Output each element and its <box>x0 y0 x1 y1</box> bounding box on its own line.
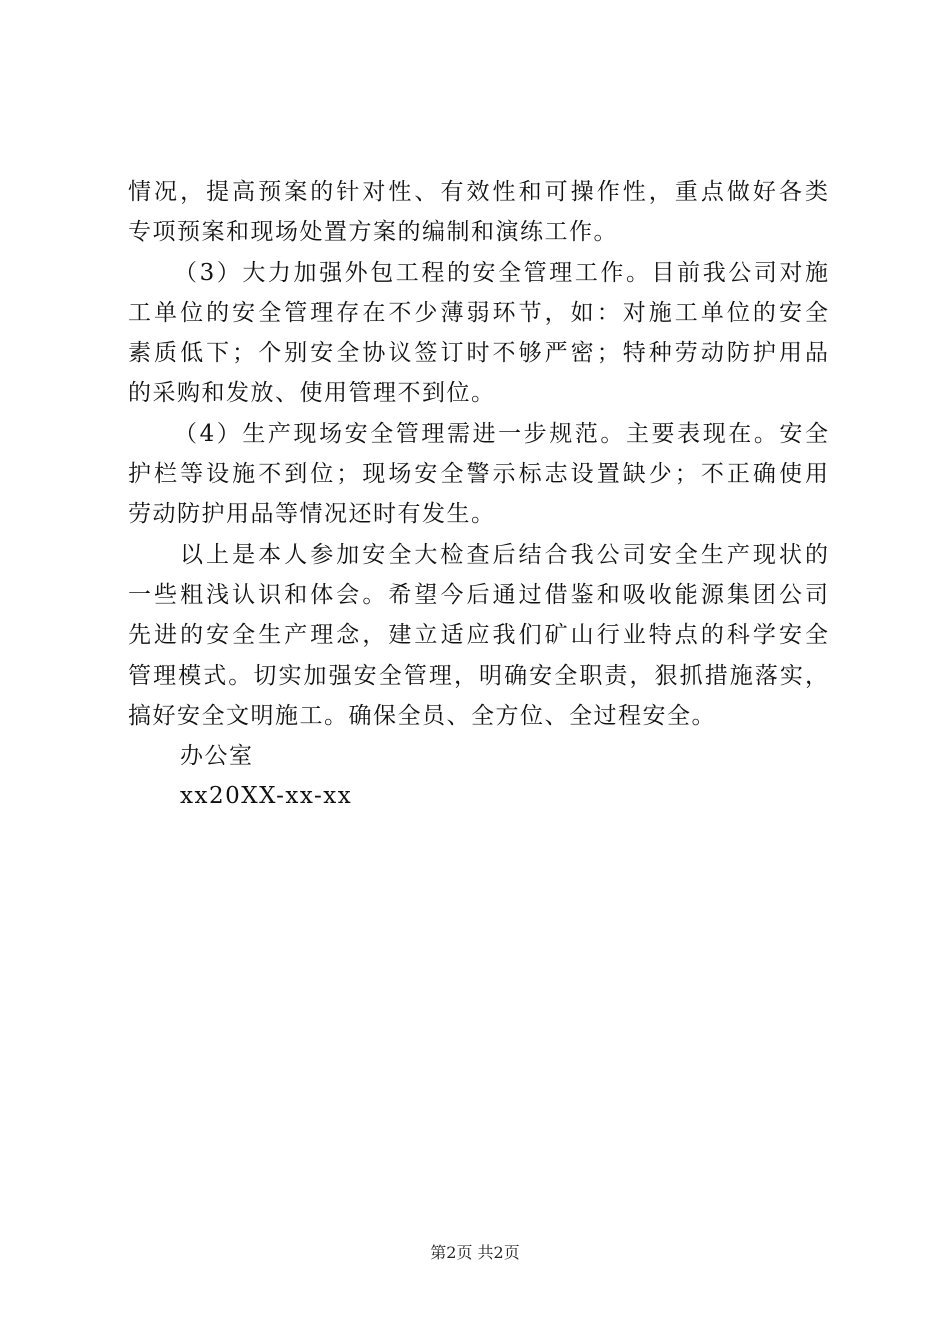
text-line-11: 一些粗浅认识和体会。希望今后通过借鉴和吸收能源集团公司 <box>128 581 828 608</box>
signature-department: 办公室 <box>180 743 254 770</box>
text-line-13: 管理模式。切实加强安全管理，明确安全职责，狠抓措施落实， <box>128 662 828 689</box>
document-body <box>128 172 828 817</box>
text-line-6: 的采购和发放、使用管理不到位。 <box>128 380 496 407</box>
text-line-12: 先进的安全生产理念，建立适应我们矿山行业特点的科学安全 <box>128 622 828 649</box>
signature-date: xx20XX-xx-xx <box>180 783 353 810</box>
text-line-5: 素质低下；个别安全协议签订时不够严密；特种劳动防护用品 <box>128 340 828 367</box>
text-line-1: 情况，提高预案的针对性、有效性和可操作性，重点做好各类 <box>128 179 828 205</box>
text-line-2: 专项预案和现场处置方案的编制和演练工作。 <box>128 219 618 246</box>
text-line-7: （4）生产现场安全管理需进一步规范。主要表现在。安全 <box>174 420 828 447</box>
text-line-14: 搞好安全文明施工。确保全员、全方位、全过程安全。 <box>128 702 716 729</box>
text-line-8: 护栏等设施不到位；现场安全警示标志设置缺少；不正确使用 <box>128 461 828 488</box>
text-line-4: 工单位的安全管理存在不少薄弱环节，如：对施工单位的安全 <box>128 299 828 326</box>
text-line-9: 劳动防护用品等情况还时有发生。 <box>128 501 496 528</box>
page-footer: 第2页 共2页 <box>430 1243 520 1262</box>
text-line-3: （3）大力加强外包工程的安全管理工作。目前我公司对施 <box>174 259 828 286</box>
text-line-10: 以上是本人参加安全大检查后结合我公司安全生产现状的 <box>180 541 828 568</box>
